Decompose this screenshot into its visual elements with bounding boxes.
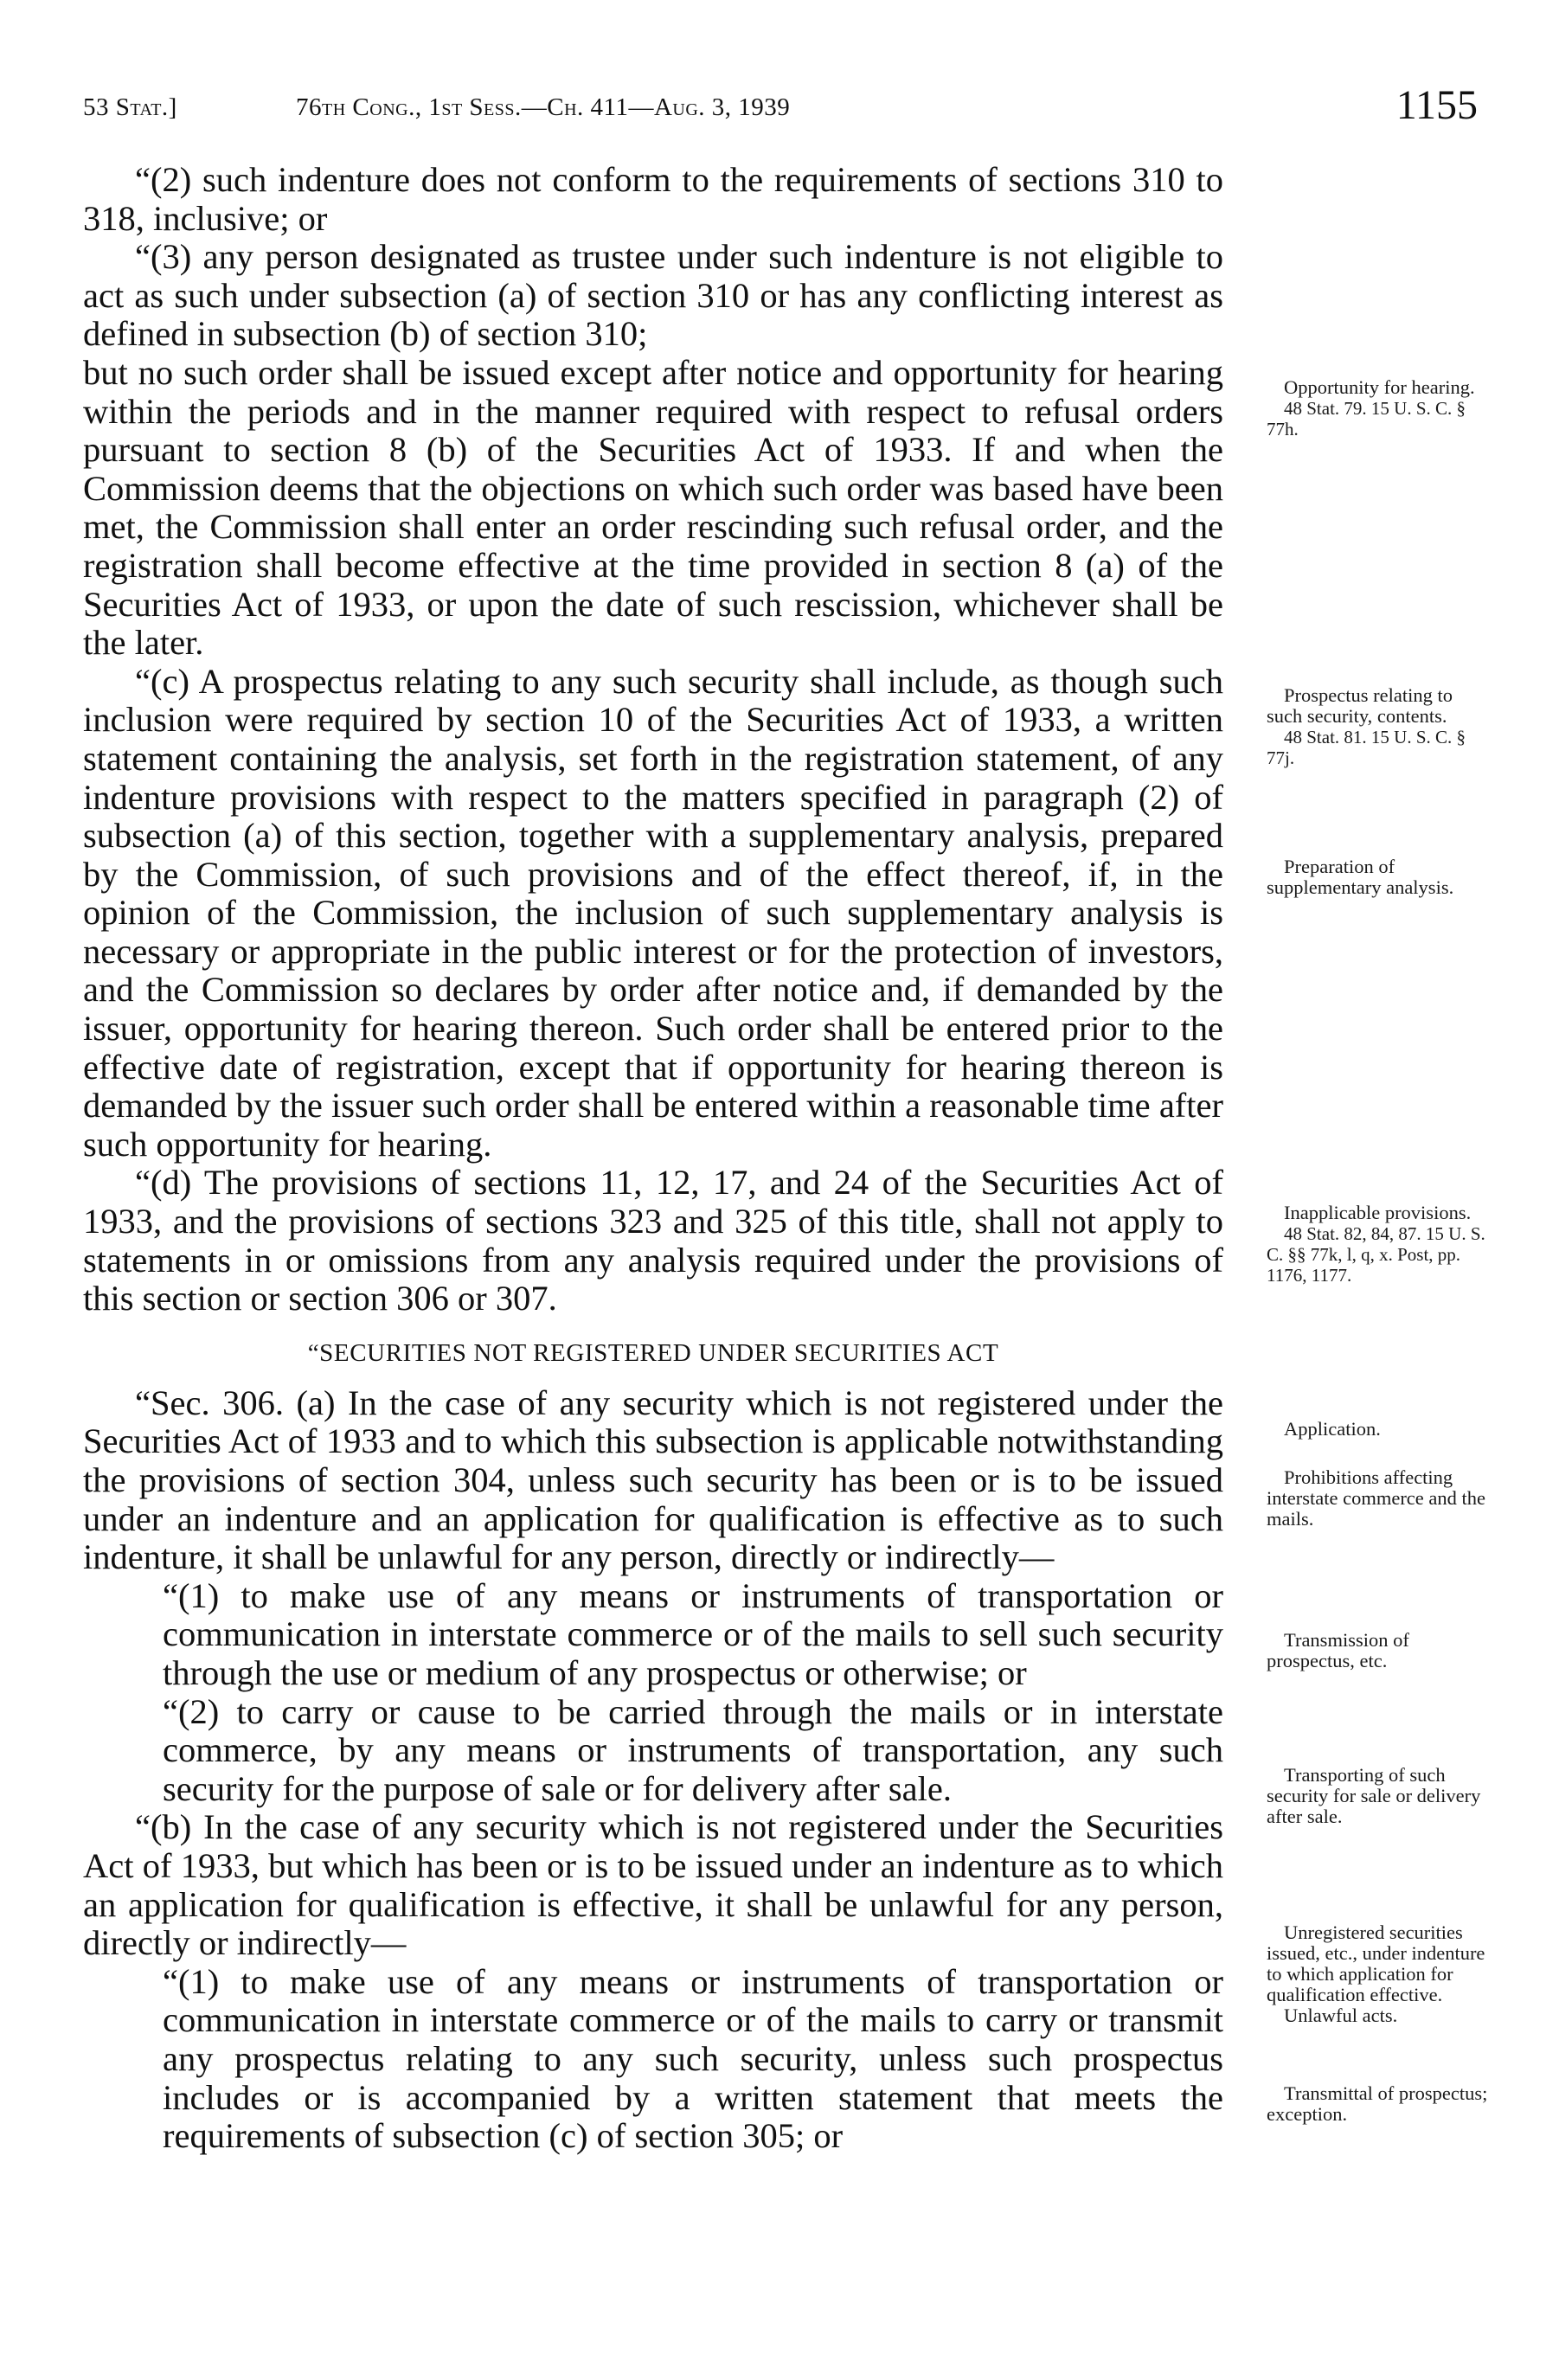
paragraph-3: “(3) any person designated as trustee under such indenture is not eligible to act as such under subsection (a) of section 310 or has any conflicting interest as defined in subsection (b) of section 310; — [83, 237, 1223, 354]
session-chapter-date: 76th Cong., 1st Sess.—Ch. 411—Aug. 3, 1939 — [296, 93, 791, 121]
section-306-a: “Sec. 306. (a) In the case of any security which is not registered under the Securities Act of 1933 and to which this subsection is applicable notwithstanding the provisions of section 304, unless such security has been or is to be issued under an indenture and an application for qualification is effective as to such indenture, it shall be unlawful for any person, directly or indirectly— — [83, 1382, 1223, 1577]
margin-note: Prospectus relating to such security, contents. 48 Stat. 81. 15 U. S. C. § 77j. — [1267, 684, 1466, 768]
paragraph-c: “(c) A prospectus relating to any such security shall include, as though such inclusion were required by section 10 of the Securities Act of 1933, a written statement containing the analysis, set forth in the registration statement, of any indenture provisions with respect to the matters specified in paragraph (2) of subsection (a) of this section, together with a supplementary analysis, prepared by the Commission, of such provisions and of the effect thereof, if, in the opinion of the Commission, the inclusion of such supplementary analysis is necessary or appropriate in the public interest or for the protection of investors, and the Commission so declares by order after notice and, if demanded by the issuer, opportunity for hearing thereon. Such order shall be entered prior to the effective date of registration, except that if opportunity for hearing thereon is demanded by the issuer such order shall be entered within a reasonable time after such opportunity for hearing. — [83, 661, 1223, 1164]
clause-a-1: “(1) to make use of any means or instruments of transportation or communication in interstate commerce or of the mails to sell such security through the use or medium of any prospectus or otherwise; or — [163, 1575, 1223, 1692]
section-306-b: “(b) In the case of any security which is not registered under the Securities Act of 1933, but which has been or is to be issued under an indenture as to which an application for qualification is effective, it shall be unlawful for any person, directly or indirectly— — [83, 1807, 1223, 1963]
margin-note: Transmission of prospectus, etc. — [1267, 1629, 1409, 1671]
paragraph-d: “(d) The provisions of sections 11, 12, 17, and 24 of the Securities Act of 1933, and the provisions of sections 323 and 325 of this title, shall not apply to statements in or omissions from any analysis required under the provisions of this section or section 306 or 307. — [83, 1163, 1223, 1318]
volume-reference: 53 Stat.] — [83, 93, 177, 121]
paragraph-2: “(2) such indenture does not conform to the requirements of sections 310 to 318, inclusive; or — [83, 160, 1223, 238]
margin-note: Opportunity for hearing. 48 Stat. 79. 15 U. S. C. § 77h. — [1267, 376, 1475, 439]
statute-text — [83, 161, 1223, 2156]
running-header — [83, 81, 1478, 133]
section-heading: “SECURITIES NOT REGISTERED UNDER SECURITIES ACT — [307, 1338, 999, 1367]
margin-note: Prohibitions affecting interstate commerce and the mails. — [1267, 1466, 1486, 1530]
clause-a-2: “(2) to carry or cause to be carried through the mails or in interstate commerce, by any means or instruments of transportation, any such security for the purpose of sale or for delivery after sale. — [163, 1691, 1223, 1808]
margin-note: Application. — [1284, 1418, 1381, 1440]
margin-note: Transporting of such security for sale or delivery after sale. — [1267, 1764, 1481, 1827]
margin-note: Preparation of supplementary analysis. — [1267, 856, 1454, 898]
order-condition-paragraph: but no such order shall be issued except after notice and opportunity for hearing within the periods and in the manner required with respect to refusal orders pursuant to section 8 (b) of the Securities Act of 1933. If and when the Commission deems that the objections on which such order was based have been met, the Commission shall enter an order rescinding such refusal order, and the registration shall become effective at the time provided in section 8 (a) of the Securities Act of 1933, or upon the date of such rescission, whichever shall be the later. — [83, 352, 1223, 663]
margin-note: Transmittal of prospectus; exception. — [1267, 2082, 1488, 2125]
margin-note: Unregistered securities issued, etc., under indenture to which application for qualification effective. Unlawful acts. — [1267, 1921, 1485, 2026]
clause-b-1: “(1) to make use of any means or instruments of transportation or communication in interstate commerce or of the mails to carry or transmit any prospectus relating to any such security, unless such prospectus includes or is accompanied by a written statement that meets the requirements of subsection (c) of section 305; or — [163, 1961, 1223, 2156]
margin-note: Inapplicable provisions. 48 Stat. 82, 84, 87. 15 U. S. C. §§ 77k, l, q, x. Post, pp. 1176, 1177. — [1267, 1202, 1485, 1286]
page-number: 1155 — [1395, 82, 1478, 128]
